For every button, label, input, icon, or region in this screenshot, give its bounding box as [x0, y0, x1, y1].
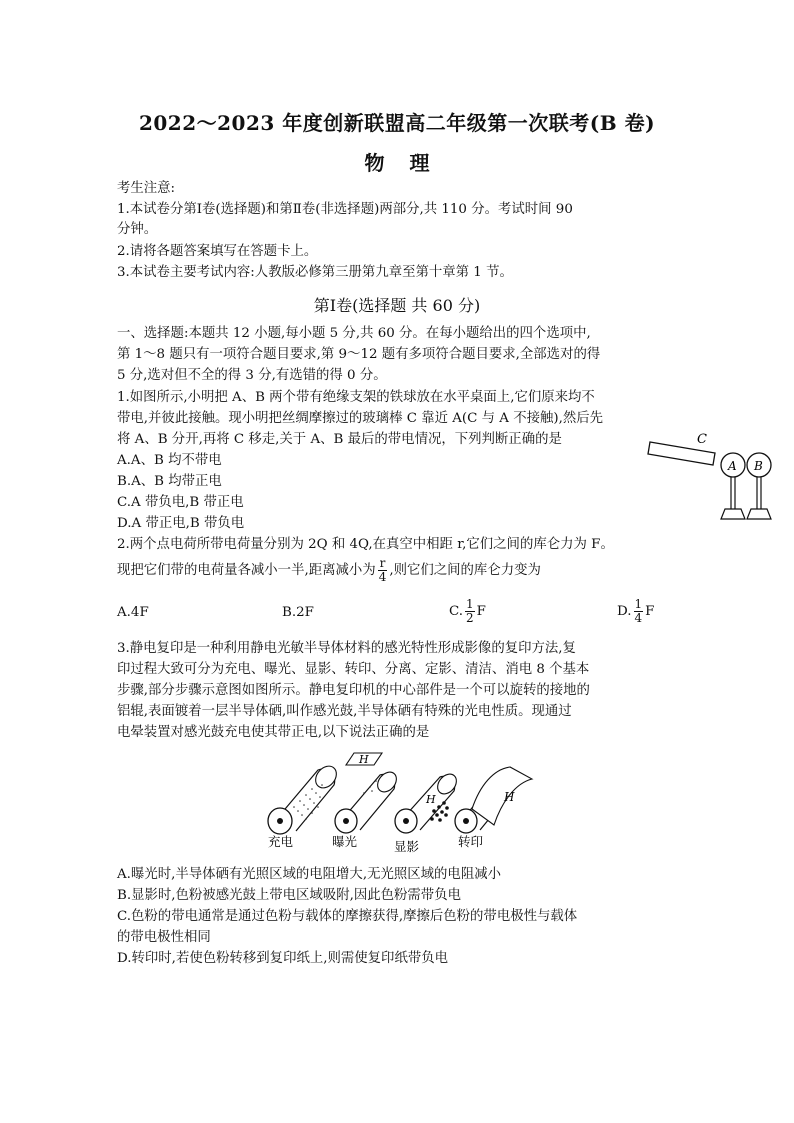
q3-option-b: B.显影时,色粉被感光鼓上带电区域吸附,因此色粉需带负电	[117, 888, 461, 903]
q2-option-c: C. $\frac{1}{2}$ F	[449, 597, 486, 625]
exam-title: 2022～2023 年度创新联盟高二年级第一次联考(B 卷)	[138, 111, 656, 135]
subject-char-1: 物	[364, 151, 385, 175]
label-transfer: 转印	[458, 834, 484, 849]
q2-option-b: B.2F	[282, 605, 314, 620]
ball-a	[721, 453, 745, 519]
section-instruction-3: 5 分,选对但不全的得 3 分,有选错的得 0 分。	[117, 368, 387, 383]
ball-a-label: A	[728, 459, 737, 473]
transfer-letter: H	[504, 790, 515, 804]
q3-stem-4: 铝辊,表面镀着一层半导体硒,叫作感光鼓,半导体硒有特殊的光电性质。现通过	[117, 704, 572, 719]
q2-stem-1: 2.两个点电荷所带电荷量分别为 2Q 和 4Q,在真空中相距 r,它们之间的库仑力为 F。	[117, 537, 614, 552]
q3-figure	[258, 745, 538, 855]
subject-title	[0, 147, 794, 176]
notice-item-1-cont: 分钟。	[117, 222, 158, 237]
ball-b	[747, 453, 771, 519]
q1-option-a: A.A、B 均不带电	[117, 453, 222, 468]
label-develop: 显影	[394, 839, 420, 854]
drum-develop	[395, 770, 460, 833]
subject-char-2: 理	[409, 151, 430, 175]
q1-option-b: B.A、B 均带正电	[117, 474, 222, 489]
q2-stem-fraction: $\frac{r}{4}$	[378, 556, 387, 584]
q3-option-a: A.曝光时,半导体硒有光照区域的电阻增大,无光照区域的电阻减小	[117, 867, 501, 882]
section-instruction-2: 第 1～8 题只有一项符合题目要求,第 9～12 题有多项符合题目要求,全部选对的得	[117, 347, 601, 362]
q3-option-c-cont: 的带电极性相同	[117, 930, 211, 945]
q1-option-d: D.A 带正电,B 带负电	[117, 516, 245, 531]
ball-b-label: B	[754, 459, 763, 473]
drum-charge	[268, 762, 341, 834]
q2-option-a: A.4F	[117, 605, 149, 620]
notice-item-1: 1.本试卷分第Ⅰ卷(选择题)和第Ⅱ卷(非选择题)两部分,共 110 分。考试时间 90	[117, 202, 573, 217]
label-charge: 充电	[268, 834, 294, 849]
section-title: 第Ⅰ卷(选择题 共 60 分)	[313, 296, 481, 315]
develop-letter: H	[426, 793, 436, 806]
q1-stem-2: 带电,并彼此接触。现小明把丝绸摩擦过的玻璃棒 C 靠近 A(C 与 A 不接触),然后先	[117, 411, 604, 426]
q2-option-d: D. $\frac{1}{4}$ F	[617, 597, 655, 625]
q1-stem-3: 将 A、B 分开,再将 C 移走,关于 A、B 最后的带电情况，下列判断正确的是	[117, 432, 562, 447]
q3-stem-2: 印过程大致可分为充电、曝光、显影、转印、分离、定影、清洁、消电 8 个基本	[117, 662, 590, 677]
notice-item-3: 3.本试卷主要考试内容:人教版必修第三册第九章至第十章第 1 节。	[117, 265, 513, 280]
notice-heading: 考生注意:	[117, 181, 176, 196]
q3-option-c: C.色粉的带电通常是通过色粉与载体的摩擦获得,摩擦后色粉的带电极性与载体	[117, 909, 578, 924]
q3-option-d: D.转印时,若使色粉转移到复印纸上,则需使复印纸带负电	[117, 951, 449, 966]
q3-stem-3: 步骤,部分步骤示意图如图所示。静电复印机的中心部件是一个可以旋转的接地的	[117, 683, 590, 698]
q2-stem-2: 现把它们带的电荷量各减小一半,距离减小为 $\frac{r}{4}$ ,则它们之间的库仑力变为	[117, 556, 541, 584]
q3-stem-5: 电晕装置对感光鼓充电使其带正电,以下说法正确的是	[117, 725, 430, 740]
section-instruction-1: 一、选择题:本题共 12 小题,每小题 5 分,共 60 分。在每小题给出的四个选项中,	[117, 326, 591, 341]
exposure-letter: H	[359, 753, 369, 766]
q1-figure	[645, 425, 785, 525]
q3-stem-1: 3.静电复印是一种利用静电光敏半导体材料的感光特性形成影像的复印方法,复	[117, 641, 576, 656]
drum-exposure	[335, 753, 400, 833]
q1-stem-1: 1.如图所示,小明把 A、B 两个带有绝缘支架的铁球放在水平桌面上,它们原来均不	[117, 390, 595, 405]
rod-label: C	[697, 432, 707, 447]
notice-item-2: 2.请将各题答案填写在答题卡上。	[117, 244, 318, 259]
q1-option-c: C.A 带负电,B 带正电	[117, 495, 244, 510]
drum-transfer	[455, 767, 532, 833]
label-exposure: 曝光	[332, 834, 358, 849]
